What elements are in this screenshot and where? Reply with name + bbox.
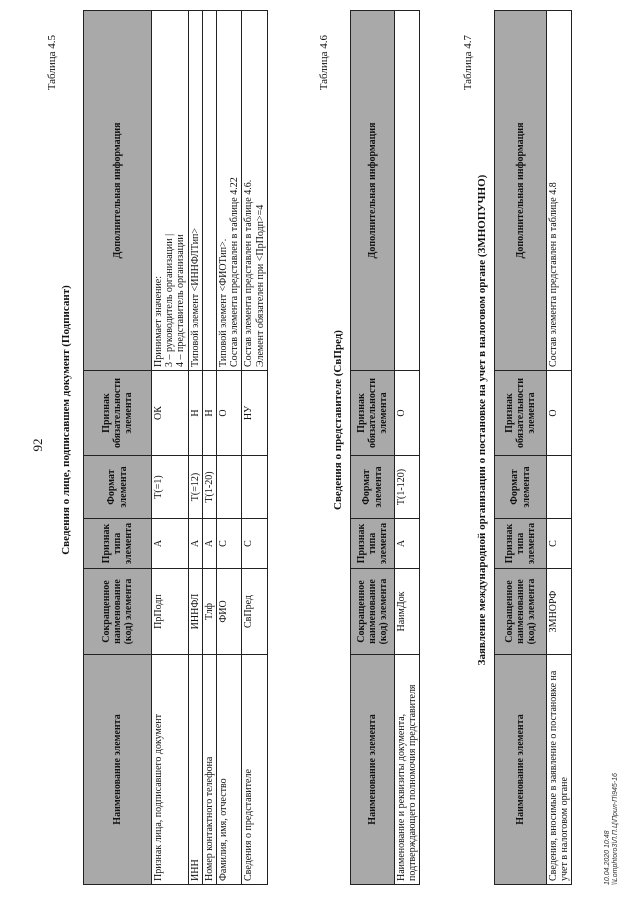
cell-element-code: ИННФЛ xyxy=(188,569,202,655)
cell-additional-info: Состав элемента представлен в таблице 4.8 xyxy=(547,11,572,371)
cell-element-format xyxy=(242,456,267,519)
cell-additional-info: Принимает значение: 3 – руководитель организации | 4 – представитель организации xyxy=(152,11,189,371)
header-element-name: Наименование элемента xyxy=(495,655,547,885)
cell-element-code: ЗМНОРФ xyxy=(547,569,572,655)
table-row xyxy=(242,11,267,885)
header-element-type: Признак типа элемента xyxy=(84,519,152,569)
header-element-name: Наименование элемента xyxy=(84,655,152,885)
cell-element-code: НаимДок xyxy=(395,569,420,655)
cell-additional-info: Типовой элемент <ИННФЛТип> xyxy=(188,11,202,371)
cell-element-type: С xyxy=(242,519,267,569)
table-4-7-title: Заявление международной организации о постановке на учет в налоговом органе (ЗМНОПУЧНО) xyxy=(476,174,488,666)
table-4-7 xyxy=(494,10,572,885)
cell-element-format: Т(1-20) xyxy=(202,456,216,519)
cell-element-required: НУ xyxy=(242,371,267,456)
cell-element-type: С xyxy=(547,519,572,569)
table-row xyxy=(188,11,202,885)
cell-element-required: О xyxy=(216,371,241,456)
print-timestamp: 10.04.2020 10:48 xyxy=(604,830,611,885)
cell-element-format: Т(1-120) xyxy=(395,456,420,519)
table-4-6 xyxy=(350,10,420,885)
header-additional-info: Дополнительная информация xyxy=(495,11,547,371)
table-4-7-label: Таблица 4.7 xyxy=(462,35,474,91)
cell-additional-info xyxy=(202,11,216,371)
cell-element-name: Сведения о представителе xyxy=(242,655,267,885)
cell-element-type: С xyxy=(216,519,241,569)
cell-element-required: Н xyxy=(202,371,216,456)
cell-element-code: ФИО xyxy=(216,569,241,655)
table-header-row xyxy=(351,11,395,885)
table-row xyxy=(547,11,572,885)
file-path-note xyxy=(604,585,621,885)
table-row xyxy=(202,11,216,885)
header-element-code: Сокращенное наименование (код) элемента xyxy=(84,569,152,655)
table-row xyxy=(152,11,189,885)
header-element-format: Формат элемента xyxy=(84,456,152,519)
cell-element-code: ПрПодп xyxy=(152,569,189,655)
table-row xyxy=(216,11,241,885)
cell-element-format xyxy=(216,456,241,519)
table-header-row xyxy=(84,11,152,885)
cell-element-format xyxy=(547,456,572,519)
cell-element-type: А xyxy=(202,519,216,569)
header-element-code: Сокращенное наименование (код) элемента xyxy=(495,569,547,655)
header-additional-info: Дополнительная информация xyxy=(84,11,152,371)
cell-element-required: О xyxy=(547,371,572,456)
cell-additional-info: Состав элемента представлен в таблице 4.6. Элемент обязателен при <ПрПодп>=4 xyxy=(242,11,267,371)
header-element-required: Признак обязательности элемента xyxy=(351,371,395,456)
cell-element-required: ОК xyxy=(152,371,189,456)
table-row xyxy=(395,11,420,885)
cell-element-required: О xyxy=(395,371,420,456)
cell-element-code: СвПред xyxy=(242,569,267,655)
cell-element-code: Тлф xyxy=(202,569,216,655)
table-4-6-label: Таблица 4.6 xyxy=(318,35,330,91)
cell-element-name: ИНН xyxy=(188,655,202,885)
cell-element-name: Сведения, вносимые в заявление о постановке на учет в налоговом органе xyxy=(547,655,572,885)
cell-element-type: А xyxy=(395,519,420,569)
header-element-type: Признак типа элемента xyxy=(351,519,395,569)
header-element-type: Признак типа элемента xyxy=(495,519,547,569)
cell-element-name: Фамилия, имя, отчество xyxy=(216,655,241,885)
cell-element-format: Т(=1) xyxy=(152,456,189,519)
cell-element-format: Т(=12) xyxy=(188,456,202,519)
cell-element-type: А xyxy=(152,519,189,569)
table-4-6-title: Сведения о представителе (СвПред) xyxy=(332,330,344,510)
table-4-5 xyxy=(83,10,268,885)
cell-element-name: Номер контактного телефона xyxy=(202,655,216,885)
cell-additional-info xyxy=(395,11,420,371)
file-path: \\Lomphtoro3\Л.П.Ц\Прил-П\945-16 xyxy=(612,773,620,885)
header-element-required: Признак обязательности элемента xyxy=(84,371,152,456)
header-element-format: Формат элемента xyxy=(351,456,395,519)
cell-element-name: Признак лица, подписавшего документ xyxy=(152,655,189,885)
table-4-5-title: Сведения о лице, подписавшем документ (Подписант) xyxy=(60,285,72,555)
page-number: 92 xyxy=(30,438,45,452)
header-element-code: Сокращенное наименование (код) элемента xyxy=(351,569,395,655)
cell-element-required: Н xyxy=(188,371,202,456)
cell-element-name: Наименование и реквизиты документа, подтверждающего полномочия представителя xyxy=(395,655,420,885)
table-4-5-label: Таблица 4.5 xyxy=(46,35,58,91)
header-element-name: Наименование элемента xyxy=(351,655,395,885)
header-element-format: Формат элемента xyxy=(495,456,547,519)
cell-additional-info: Типовой элемент <ФИОТип>. Состав элемента представлен в таблице 4.22 xyxy=(216,11,241,371)
header-element-required: Признак обязательности элемента xyxy=(495,371,547,456)
cell-element-type: А xyxy=(188,519,202,569)
header-additional-info: Дополнительная информация xyxy=(351,11,395,371)
table-header-row xyxy=(495,11,547,885)
